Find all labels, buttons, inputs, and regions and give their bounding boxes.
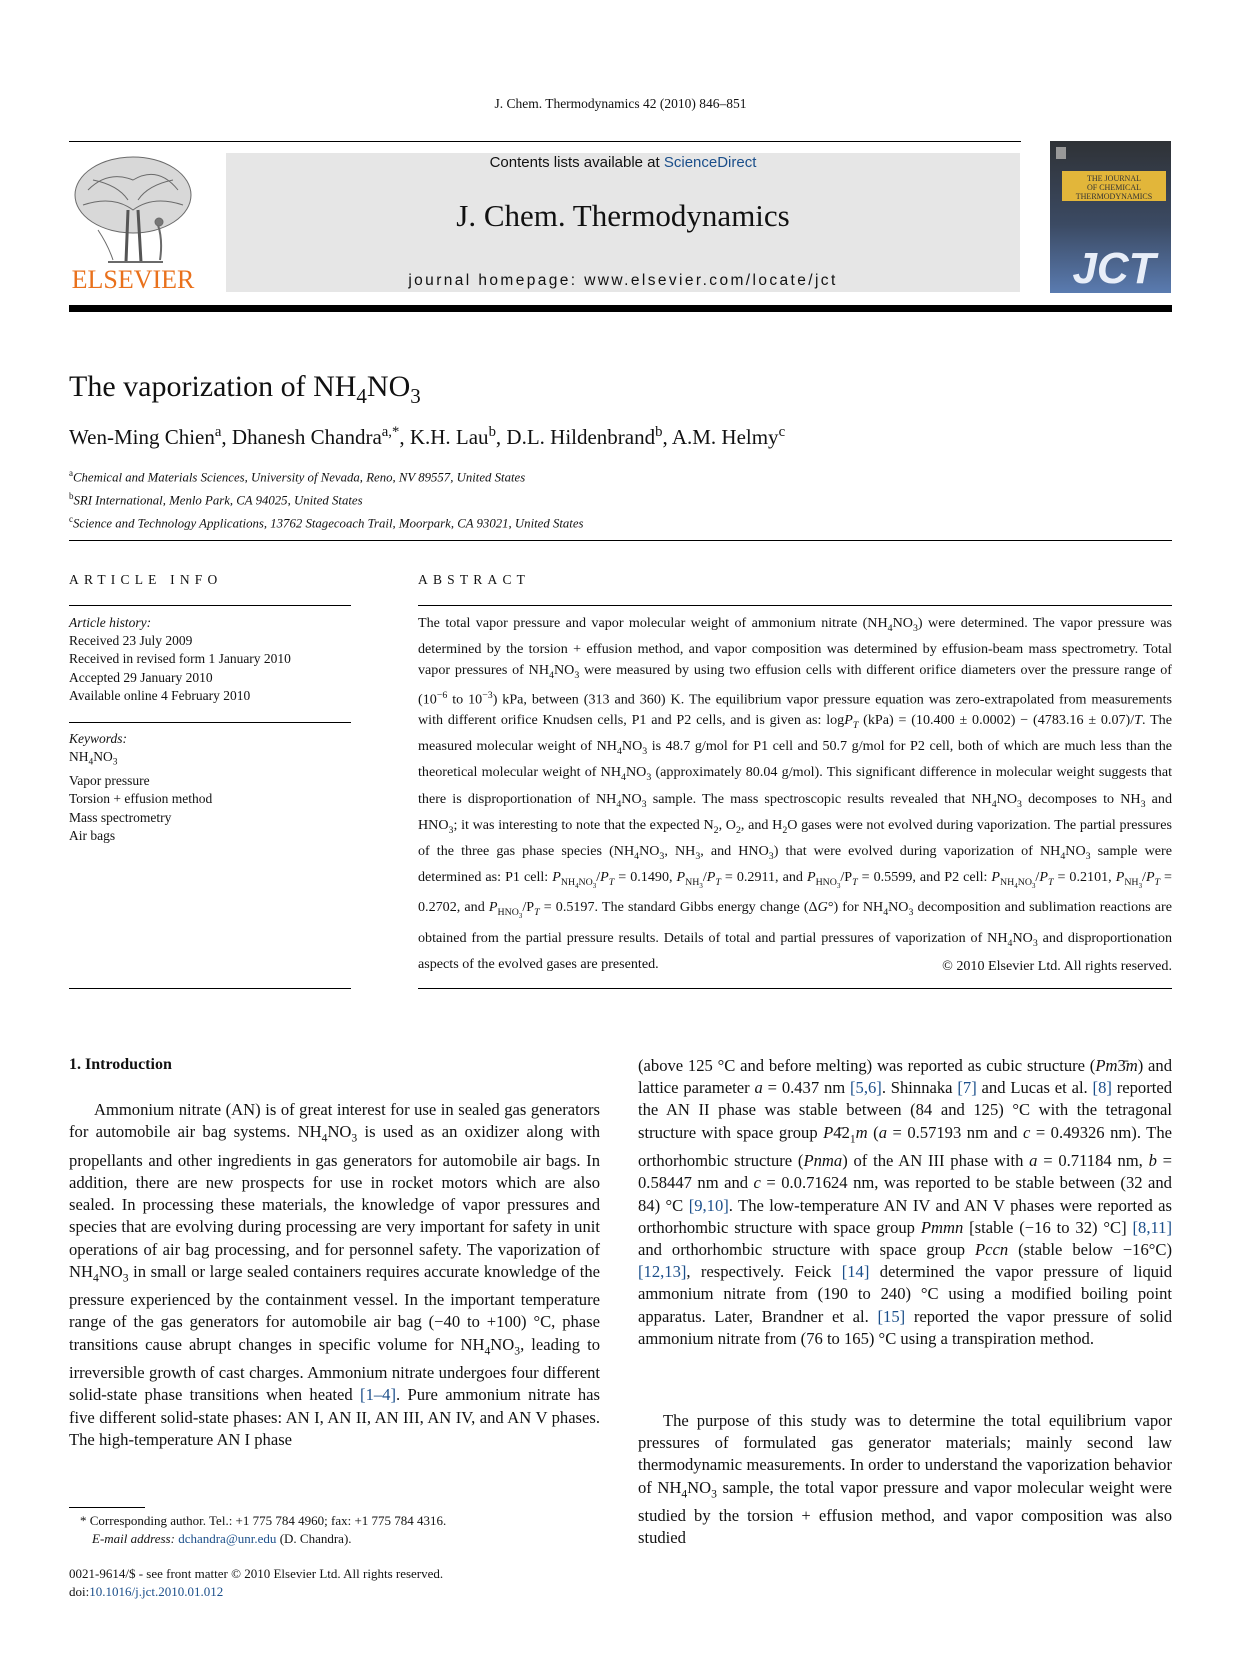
abstract-text: The total vapor pressure and vapor molecular weight of ammonium nitrate $(NH_4NO_3)$ were determined. The vapor pressure was determined by the torsion + effusion method, and vapor composition was determined by effusion-beam mass spectrometry. Total vapor pressures of $NH_4NO_3$ were measured by using two effusion cells with different orifice diameters over the pressure range of ($10^{-6}$ to $10^{-3}$) kPa, between (313 and 360) K. The equilibrium vapor pressure equation was zero-extrapolated from measurements with different orifice Knudsen cells, P1 and P2 cells, and is given as: logP$_T$ (kPa) = (10.400 ± 0.0002) − (4783.16 ± 0.07)/T. The measured molecular weight of $NH_4NO_3$ is 48.7 g/mol for P1 cell and 50.7 g/mol for P2 cell, both of which are much less than the theoretical molecular weight of $NH_4NO_3$ (approximately 80.04 g/mol). This significant difference in molecular weight suggests that there is disproportionation of $NH_4NO_3$ sample. The mass spectroscopic results revealed that $NH_4NO_3$ decomposes to $NH_3$ and $HNO_3$; it was interesting to note that the expected $N_2$, $O_2$, and $H_2O$ gases were not evolved during vaporization. The partial pressures of the three gas phase species ($NH_4NO_3$, $NH_3$, and $HNO_3$) that were evolved during vaporization of $NH_4NO_3$ sample were determined as: P1 cell: $P_{NH_4NO_3}/P_T = 0.1490$, $P_{NH_3}/P_T = 0.2911$, and $P_{HNO_3}/P_T = 0.5599$, and P2 cell: $P_{NH_4NO_3}/P_T = 0.2101$, $P_{NH_3}/P_T = 0.2702$, and $P_{HNO_3}/P_T = 0.5197$. The standard Gibbs energy change (ΔG°) for $NH_4NO_3$ decomposition and sublimation reactions are obtained from the partial pressure results. Details of total and partial pressures of vaporization of $NH_4NO_3$ and disproportionation aspects of the evolved gases are presented. [418,615,1173,972]
history-item: Received in revised form 1 January 2010 [69,651,291,667]
citation-link[interactable]: [5,6] [850,1078,882,1098]
keyword-item: Torsion + effusion method [69,791,213,807]
keyword-item: Mass spectrometry [69,809,172,825]
sciencedirect-link[interactable]: ScienceDirect [663,154,757,171]
elsevier-logo[interactable] [68,150,198,296]
journal-cover[interactable] [1050,141,1171,293]
journal-homepage[interactable]: journal homepage: www.elsevier.com/locate/jct [408,272,838,289]
keyword-item: $NH_4NO_3$ [69,749,118,768]
email-link[interactable]: dchandra@unr.edu [178,1531,277,1546]
author[interactable]: Dhanesh Chandra$^{a,*}$ [231,424,400,449]
article-info-label: ARTICLE INFO [69,572,223,587]
contents-prefix: Contents lists available at [489,154,664,171]
intro-paragraph: Ammonium nitrate (AN) is of great interest for use in sealed gas generators for automobile air bag systems. $NH_4NO_3$ is used as an oxidizer along with propellants and other ingredients in gas generators for automobile air bags. In addition, there are new prospects for use in rocket motors which are also sealed. In processing these materials, the knowledge of vapor pressures and species that are evolving during processing are very important for safety in unit operations of air bag processing, and for personnel safety. The vaporization of $NH_4NO_3$ in small or large sealed containers requires accurate knowledge of the pressure experienced by the containment vessel. In the important temperature range of the gas generators for automobile air bag (−40 to +100) °C, phase transitions cause abrupt changes in specific volume for $NH_4NO_3$, leading to irreversible growth of cast charges. Ammonium nitrate undergoes four different solid-state phase transitions when heated [1–4]. Pure ammonium nitrate has five different solid-state phases: AN I, AN II, AN III, AN IV, and AN V phases. The high-temperature AN I phase [69,1100,601,1449]
front-matter [69,1565,443,1601]
citation-link[interactable]: [8] [1092,1078,1112,1098]
author[interactable]: D.L. Hildenbrand$^b$ [506,424,663,449]
author[interactable]: K.H. Lau$^b$ [409,424,496,449]
history-label: Article history: [69,615,152,630]
elsevier-tree-icon [68,150,198,296]
author-list: Wen-Ming Chien$^a$, Dhanesh Chandra$^{a,*}$, K.H. Lau$^b$, D.L. Hildenbrand$^b$, A.M. Helmy$^c$ [69,424,786,449]
history-item: Accepted 29 January 2010 [69,669,213,685]
journal-name: J. Chem. Thermodynamics [456,198,790,233]
affiliation: $^a$Chemical and Materials Sciences, University of Nevada, Reno, NV 89557, United States [69,468,526,485]
keywords-label: Keywords: [69,731,127,746]
svg-text:JCT: JCT [1072,244,1156,293]
intro-paragraph-continued: (above 125 °C and before melting) was reported as cubic structure (Pm3̄m) and lattice parameter a = 0.437 nm [5,6]. Shinnaka [7] and Lucas et al. [8] reported the AN II phase was stable between (84 and 125) °C with the tetragonal structure with space group $P4̄2_1m$ (a = 0.57193 nm and c = 0.49326 nm). The orthorhombic structure (Pnma) of the AN III phase with a = 0.71184 nm, b = 0.58447 nm and c = 0.0.71624 nm, was reported to be stable between (32 and 84) °C [9,10]. The low-temperature AN IV and AN V phases were reported as orthorhombic structure with space group Pmmn [stable (−16 to 32) °C] [8,11] and orthorhombic structure with space group Pccn (stable below −16°C) [12,13], respectively. Feick [14] determined the vapor pressure of liquid ammonium nitrate from (190 to 240) °C using a modified boiling point apparatus. Later, Brandner et al. [15] reported the vapor pressure of solid ammonium nitrate from (76 to 165) °C using a transpiration method. [638,1056,1173,1348]
section-rule [69,540,1172,541]
svg-text:ELSEVIER: ELSEVIER [71,265,195,294]
author[interactable]: A.M. Helmy$^c$ [671,424,786,449]
citation-link[interactable]: [7] [957,1078,977,1098]
header-rule [69,141,1021,142]
doi-line: doi:10.1016/j.jct.2010.01.012 [69,1584,224,1599]
author[interactable]: Wen-Ming Chien$^a$ [69,424,222,449]
contents-line [226,154,1020,171]
affiliations [69,464,584,532]
citation-link[interactable]: [15] [877,1306,906,1326]
section-heading: 1. Introduction [69,1056,172,1073]
citation-link[interactable]: [9,10] [688,1195,729,1215]
article-title: The vaporization of $NH_4NO_3$ [69,370,421,408]
svg-text:THERMODYNAMICS: THERMODYNAMICS [1075,192,1153,201]
issn-line: 0021-9614/$ - see front matter © 2010 Elsevier Ltd. All rights reserved. [69,1566,444,1581]
history-item: Received 23 July 2009 [69,633,193,649]
article-info-rule [69,988,351,989]
citation-link[interactable]: [8,11] [1132,1217,1173,1237]
journal-cover-image [1050,141,1171,293]
article-info-rule [69,722,351,723]
email-line: E-mail address: dchandra@unr.edu (D. Chandra). [92,1531,352,1546]
svg-text:OF CHEMICAL: OF CHEMICAL [1086,183,1142,192]
history-item: Available online 4 February 2010 [69,687,251,703]
abstract-label: ABSTRACT [418,572,531,587]
citation-link[interactable]: [12,13] [638,1262,687,1282]
citation-link[interactable]: [1–4] [360,1385,396,1405]
journal-citation: J. Chem. Thermodynamics 42 (2010) 846–851 [494,96,747,111]
abstract-rule [418,988,1172,989]
footnote-rule [69,1507,145,1508]
abstract-rule [418,605,1172,606]
footnote [80,1512,446,1548]
svg-text:THE JOURNAL: THE JOURNAL [1087,174,1141,183]
keywords [69,730,212,845]
abstract-copyright: © 2010 Elsevier Ltd. All rights reserved. [942,958,1172,974]
keyword-item: Vapor pressure [69,773,150,789]
header-thick-rule [69,305,1172,312]
keyword-item: Air bags [69,827,116,843]
doi-link[interactable]: 10.1016/j.jct.2010.01.012 [89,1584,224,1599]
affiliation: $^c$Science and Technology Applications, 13762 Stagecoach Trail, Moorpark, CA 93021, United States [69,513,584,530]
corresponding-author: * Corresponding author. Tel.: +1 775 784 4960; fax: +1 775 784 4316. [80,1513,447,1528]
affiliation: $^b$SRI International, Menlo Park, CA 94025, United States [69,490,363,508]
article-history [69,614,291,705]
article-info-rule [69,605,351,606]
intro-paragraph: The purpose of this study was to determine the total equilibrium vapor pressures of formulated gas generator materials; mainly second law thermodynamic measurements. In order to understand the vaporization behavior of $NH_4NO_3$ sample, the total vapor pressure and vapor molecular weight were studied by the torsion + effusion method, and vapor composition was also studied [638,1411,1172,1548]
citation-link[interactable]: [14] [841,1262,870,1282]
